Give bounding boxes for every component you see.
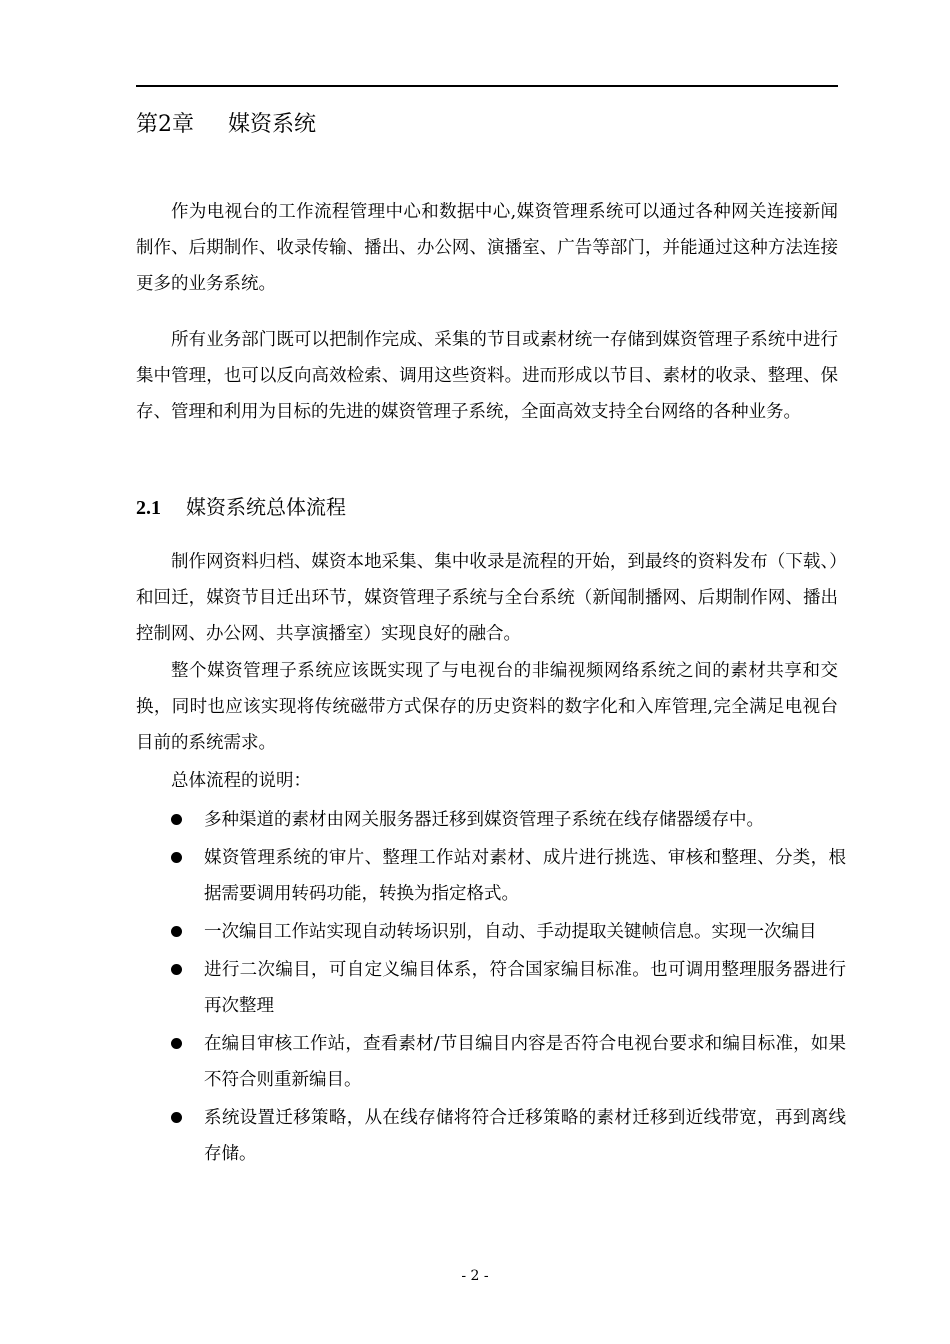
chapter-number: 第2章 — [136, 112, 194, 137]
bullet-dot-icon — [171, 1038, 182, 1049]
chapter-heading — [136, 109, 316, 141]
chapter-title: 媒资系统 — [228, 112, 317, 137]
page-number: - 2 - — [461, 1268, 489, 1284]
bullet-dot-icon — [171, 852, 182, 863]
section-paragraph-2: 整个媒资管理子系统应该既实现了与电视台的非编视频网络系统之间的素材共享和交换，同时也应该实现将传统磁带方式保存的历史资料的数字化和入库管理,完全满足电视台目前的系统需求。 — [136, 661, 838, 753]
list-item: 一次编目工作站实现自动转场识别，自动、手动提取关键帧信息。实现一次编目 — [136, 914, 846, 950]
list-item: 在编目审核工作站，查看素材/节目编目内容是否符合电视台要求和编目标准，如果不符合则重新编目。 — [136, 1026, 846, 1098]
intro-paragraph-1: 作为电视台的工作流程管理中心和数据中心,媒资管理系统可以通过各种网关连接新闻制作、后期制作、收录传输、播出、办公网、演播室、广告等部门，并能通过这种方法连接更多的业务系统。 — [136, 202, 838, 294]
list-item: 进行二次编目，可自定义编目体系，符合国家编目标准。也可调用整理服务器进行再次整理 — [136, 952, 846, 1024]
list-item: 系统设置迁移策略，从在线存储将符合迁移策略的素材迁移到近线带宽，再到离线存储。 — [136, 1100, 846, 1172]
bullet-dot-icon — [171, 926, 182, 937]
section-number: 2.1 — [136, 497, 161, 519]
section-heading — [136, 493, 346, 522]
section-title: 媒资系统总体流程 — [186, 495, 346, 519]
list-item: 媒资管理系统的审片、整理工作站对素材、成片进行挑选、审核和整理、分类，根据需要调用转码功能，转换为指定格式。 — [136, 840, 846, 912]
bullet-dot-icon — [171, 814, 182, 825]
bullet-dot-icon — [171, 1112, 182, 1123]
section-paragraph-3: 总体流程的说明： — [171, 771, 311, 791]
header-rule — [136, 85, 838, 87]
section-paragraph-1: 制作网资料归档、媒资本地采集、集中收录是流程的开始，到最终的资料发布（下载、）和回迁，媒资节目迁出环节，媒资管理子系统与全台系统（新闻制播网、后期制作网、播出控制网、办公网、共享演播室）实现良好的融合。 — [136, 552, 838, 644]
list-item: 多种渠道的素材由网关服务器迁移到媒资管理子系统在线存储器缓存中。 — [136, 802, 846, 838]
intro-paragraph-2: 所有业务部门既可以把制作完成、采集的节目或素材统一存储到媒资管理子系统中进行集中管理，也可以反向高效检索、调用这些资料。进而形成以节目、素材的收录、整理、保存、管理和利用为目标的先进的媒资管理子系统，全面高效支持全台网络的各种业务。 — [136, 330, 838, 422]
flow-bullet-list — [136, 802, 846, 1172]
bullet-dot-icon — [171, 964, 182, 975]
